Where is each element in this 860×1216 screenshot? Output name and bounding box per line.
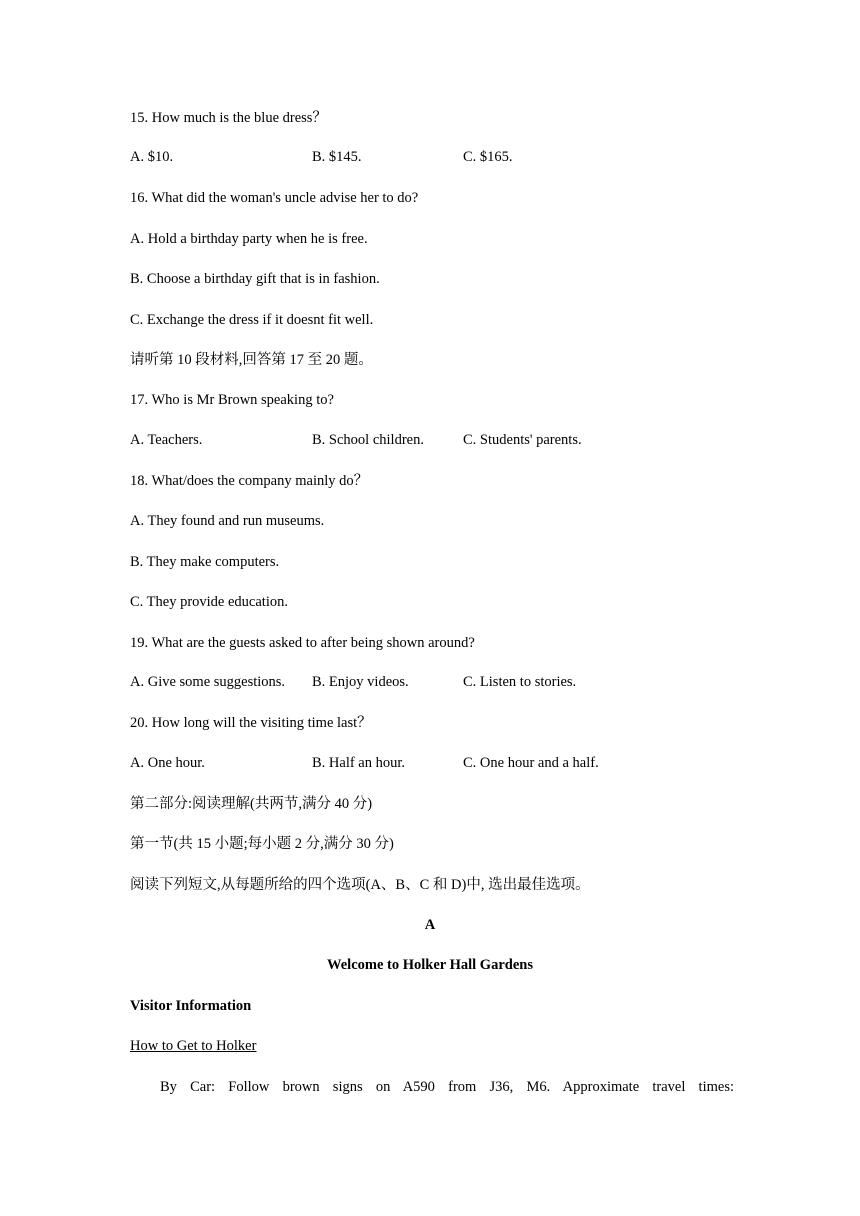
q15-option-a: A. $10. — [130, 149, 174, 165]
q16-option-c: C. Exchange the dress if it doesnt fit well. — [130, 312, 374, 328]
passage-title: Welcome to Holker Hall Gardens — [327, 957, 533, 973]
q15-option-b: B. $145. — [312, 149, 362, 165]
q18-option-c: C. They provide education. — [130, 594, 288, 610]
question-20: 20. How long will the visiting time last？ — [130, 715, 372, 731]
q19-option-c: C. Listen to stories. — [463, 674, 577, 690]
q20-option-c: C. One hour and a half. — [463, 755, 599, 771]
visitor-info-heading: Visitor Information — [130, 998, 252, 1014]
q16-option-b: B. Choose a birthday gift that is in fashion. — [130, 271, 380, 287]
q17-option-a: A. Teachers. — [130, 432, 203, 448]
part2-instructions: 阅读下列短文,从每题所给的四个选项(A、B、C 和 D)中, 选出最佳选项。 — [130, 877, 590, 893]
q19-option-a: A. Give some suggestions. — [130, 674, 286, 690]
how-to-get-heading: How to Get to Holker — [130, 1038, 257, 1054]
q17-option-c: C. Students' parents. — [463, 432, 582, 448]
by-car-paragraph: By Car: Follow brown signs on A590 from J36, M6. Approximate travel times: — [160, 1079, 734, 1095]
part2-heading: 第二部分:阅读理解(共两节,满分 40 分) — [130, 796, 373, 812]
q18-option-b: B. They make computers. — [130, 554, 280, 570]
q16-option-a: A. Hold a birthday party when he is free. — [130, 231, 368, 247]
question-17: 17. Who is Mr Brown speaking to? — [130, 392, 334, 408]
question-15: 15. How much is the blue dress？ — [130, 110, 327, 126]
q20-option-b: B. Half an hour. — [312, 755, 406, 771]
q17-option-b: B. School children. — [312, 432, 424, 448]
question-18: 18. What/does the company mainly do？ — [130, 473, 369, 489]
section-10-instruction: 请听第 10 段材料,回答第 17 至 20 题。 — [130, 352, 373, 368]
question-16: 16. What did the woman's uncle advise her to do? — [130, 190, 419, 206]
question-19: 19. What are the guests asked to after being shown around? — [130, 635, 475, 651]
q20-option-a: A. One hour. — [130, 755, 205, 771]
part2-section1: 第一节(共 15 小题;每小题 2 分,满分 30 分) — [130, 836, 394, 852]
q15-option-c: C. $165. — [463, 149, 513, 165]
passage-letter: A — [424, 917, 436, 933]
q19-option-b: B. Enjoy videos. — [312, 674, 409, 690]
q18-option-a: A. They found and run museums. — [130, 513, 325, 529]
